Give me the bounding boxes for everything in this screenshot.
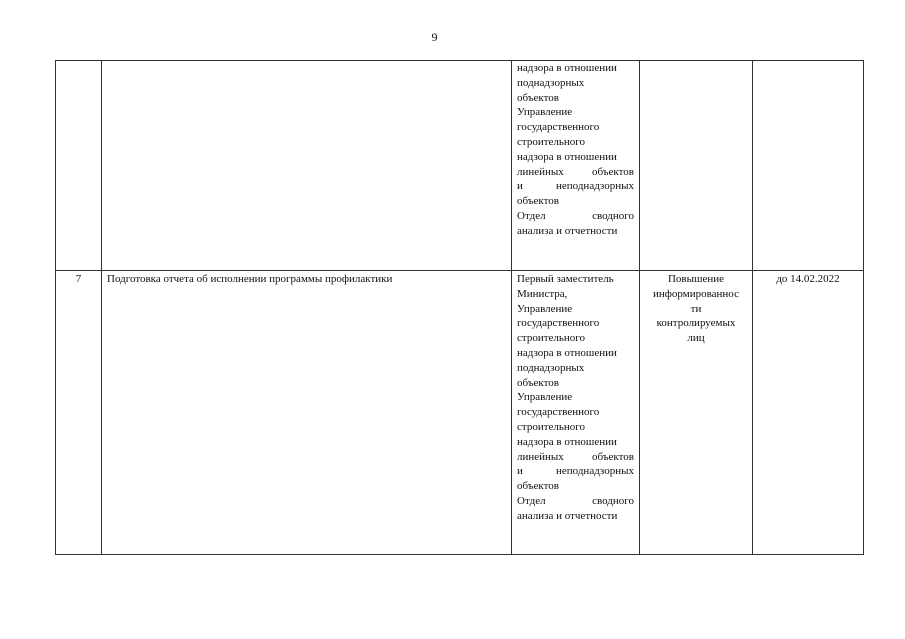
page-number: 9 <box>431 30 438 44</box>
responsible-line: Отдел сводного <box>517 494 634 507</box>
result-cell <box>640 271 753 555</box>
term-cell: до 14.02.2022 <box>753 271 864 555</box>
responsible-line: строительного <box>517 332 586 345</box>
responsible-line: анализа и отчетности <box>517 224 618 237</box>
table-row <box>56 271 864 555</box>
responsible-line: надзора в отношении <box>517 150 617 163</box>
responsible-line: надзора в отношении <box>517 346 617 359</box>
row-number-cell <box>56 61 102 271</box>
table-row <box>56 61 864 271</box>
responsible-line: объектов <box>517 376 559 389</box>
responsible-line: строительного <box>517 135 586 148</box>
result-cell <box>640 61 753 271</box>
responsible-line: Отдел сводного <box>517 209 634 222</box>
row-number-cell: 7 <box>56 271 102 555</box>
responsible-line: Управление <box>517 106 573 119</box>
result-line: контролируемых <box>656 317 736 330</box>
responsible-line: поднадзорных <box>517 361 585 374</box>
responsible-line: надзора в отношении <box>517 62 617 74</box>
term-cell <box>753 61 864 271</box>
responsible-line: линейных объектов <box>517 165 634 178</box>
result-line: ти <box>690 302 702 315</box>
responsible-line: анализа и отчетности <box>517 509 618 522</box>
responsible-line: государственного <box>517 406 600 419</box>
responsible-line: государственного <box>517 121 600 134</box>
responsible-line: Управление <box>517 391 573 404</box>
result-line: лиц <box>687 332 705 345</box>
responsible-line: строительного <box>517 420 586 433</box>
responsible-line: объектов <box>517 195 559 208</box>
responsible-line: надзора в отношении <box>517 435 617 448</box>
result-line: Повышение <box>667 273 725 285</box>
responsible-line: поднадзорных <box>517 76 585 89</box>
responsible-line: объектов <box>517 480 559 493</box>
responsible-line: и неподнадзорных <box>517 180 634 193</box>
responsible-line: линейных объектов <box>517 450 634 463</box>
plan-table <box>55 60 864 555</box>
responsible-cell <box>512 271 640 555</box>
responsible-line: объектов <box>517 91 559 104</box>
responsible-line: государственного <box>517 317 600 330</box>
result-line: информированнос <box>653 287 739 300</box>
activity-cell: Подготовка отчета об исполнении программы профилактики <box>102 271 512 555</box>
responsible-line: и неподнадзорных <box>517 465 634 478</box>
responsible-line: Управление <box>517 302 573 315</box>
responsible-line: Министра, <box>517 287 568 300</box>
responsible-line: Первый заместитель <box>517 273 614 285</box>
responsible-cell <box>512 61 640 271</box>
activity-cell <box>102 61 512 271</box>
